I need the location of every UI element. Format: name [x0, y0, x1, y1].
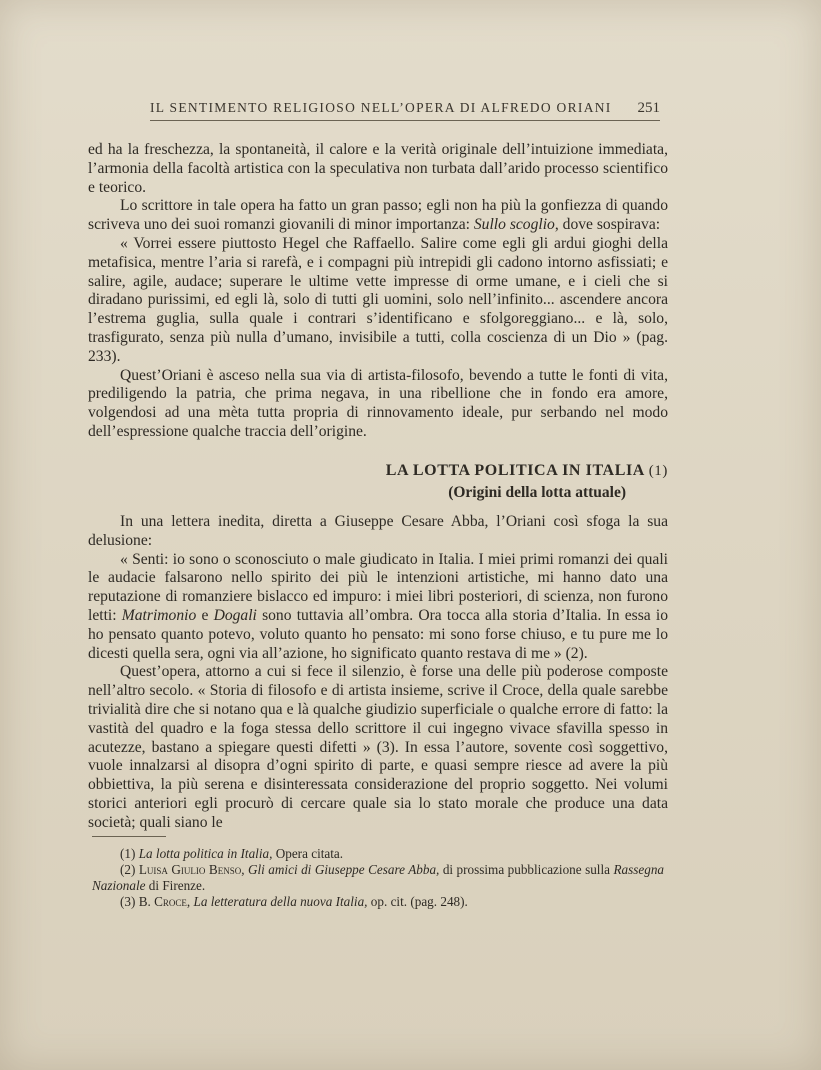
work-title: Sullo scoglio	[473, 216, 555, 234]
quotation: « Senti: io sono o sconosciuto o male giudicato in Italia. I miei primi romanzi dei quali le audacie falsarono nello spirito dei più le intenzioni artistiche, mi hanno dato una reputazione di romanziere bislacco ed impuro: i miei libri posteriori, di scienza, non furono letti: Matrimonio e Dogali sono tuttavia all’ombra. Ora tocca alla storia d’Italia. In essa io ho pensato quanto potevo, voluto quanto ho pensato: mi sono forse chiuso, e tu pure me lo dicesti quella sera, ogni via all’azione, ho significato quanto restava di me » (2).	[88, 550, 669, 662]
footnote-rule	[92, 836, 166, 837]
work-title: Dogali	[213, 606, 257, 624]
section-body	[88, 513, 668, 833]
running-title: IL SENTIMENTO RELIGIOSO NELL’OPERA DI ALFREDO ORIANI	[150, 100, 612, 115]
footnote-marker: (1)	[648, 463, 668, 479]
intro-text	[88, 141, 668, 442]
running-head	[150, 100, 660, 116]
section-heading	[88, 462, 668, 502]
header-rule	[150, 120, 660, 121]
section-subtitle: (Origini della lotta attuale)	[448, 484, 626, 501]
quotation: « Vorrei essere piuttosto Hegel che Raffaello. Salire come egli gli ardui gioghi della metafisica, mentre l’aria si rarefà, e i compagni più intrepidi gli cadono intorno asfissiati; e salire, agile, audace; superare le ultime vette impresse di orme umane, e i cieli che si diradano purissimi, ed egli là, solo di tutti gli uomini, solo nell’infinito... ascendere ancora l’estrema guglia, sulla quale i contrari s’identificano e sfolgoreggiano... e là, solo, trasfigurato, senza più nulla d’umano, invisibile a tutti, colla coscienza di un Dio » (pag. 233).	[88, 234, 668, 365]
paragraph: Quest’opera, attorno a cui si fece il silenzio, è forse una delle più poderose composte nell’altro secolo. « Storia di filosofo e di artista insieme, scrive il Croce, della quale sarebbe trivialità dire che si notano qua e là qualche giudizio superficiale o qualche errore di fatto: la vastità del quadro e la foga stessa dello scrittore il cui ingegno vivace sfavilla spesso in acutezze, bastano a spiegare questi difetti » (3). In essa l’autore, sovente così soggettivo, vuole innalzarsi al disopra d’ogni spirito di parte, e quasi sempre riesce ad avere la più obbiettiva, la più serena e disinteressata considerazione del proprio soggetto. Nei volumi storici anteriori egli procurò di cercare quale sia lo stato morale che produce una data società; quali siano le	[88, 663, 668, 831]
paragraph: Lo scrittore in tale opera ha fatto un gran passo; egli non ha più la gonfiezza di quando scriveva uno dei suoi romanzi giovanili di minor importanza: Sullo scoglio, dove sospirava:	[88, 197, 668, 234]
footnote: (2) Luisa Giulio Benso, Gli amici di Giuseppe Cesare Abba, di prossima pubblicazione sulla Rassegna Nazionale di Firenze.	[92, 862, 665, 893]
footnotes	[92, 846, 664, 910]
paragraph: Quest’Oriani è asceso nella sua via di artista-filosofo, bevendo a tutte le fonti di vita, prediligendo la patria, che prima negava, in una ribellione che in fondo era amore, volgendosi ad una mèta tutta propria di rinnovamento ideale, pur serbando nel modo dell’espressione qualche traccia dell’origine.	[88, 366, 668, 440]
page-number: 251	[637, 100, 660, 116]
paragraph: In una lettera inedita, diretta a Giuseppe Cesare Abba, l’Oriani così sfoga la sua delusione:	[88, 513, 668, 549]
footnote: (1) La lotta politica in Italia, Opera citata.	[120, 846, 344, 861]
section-title: LA LOTTA POLITICA IN ITALIA (1)	[385, 462, 668, 479]
paragraph: ed ha la freschezza, la spontaneità, il calore e la verità originale dell’intuizione immediata, l’armonia della facoltà artistica con la speculativa non turbata dall’arido processo scientifico e teorico.	[88, 141, 668, 196]
work-title: Matrimonio	[121, 606, 197, 624]
footnote: (3) B. Croce, La letteratura della nuova Italia, op. cit. (pag. 248).	[120, 894, 468, 909]
